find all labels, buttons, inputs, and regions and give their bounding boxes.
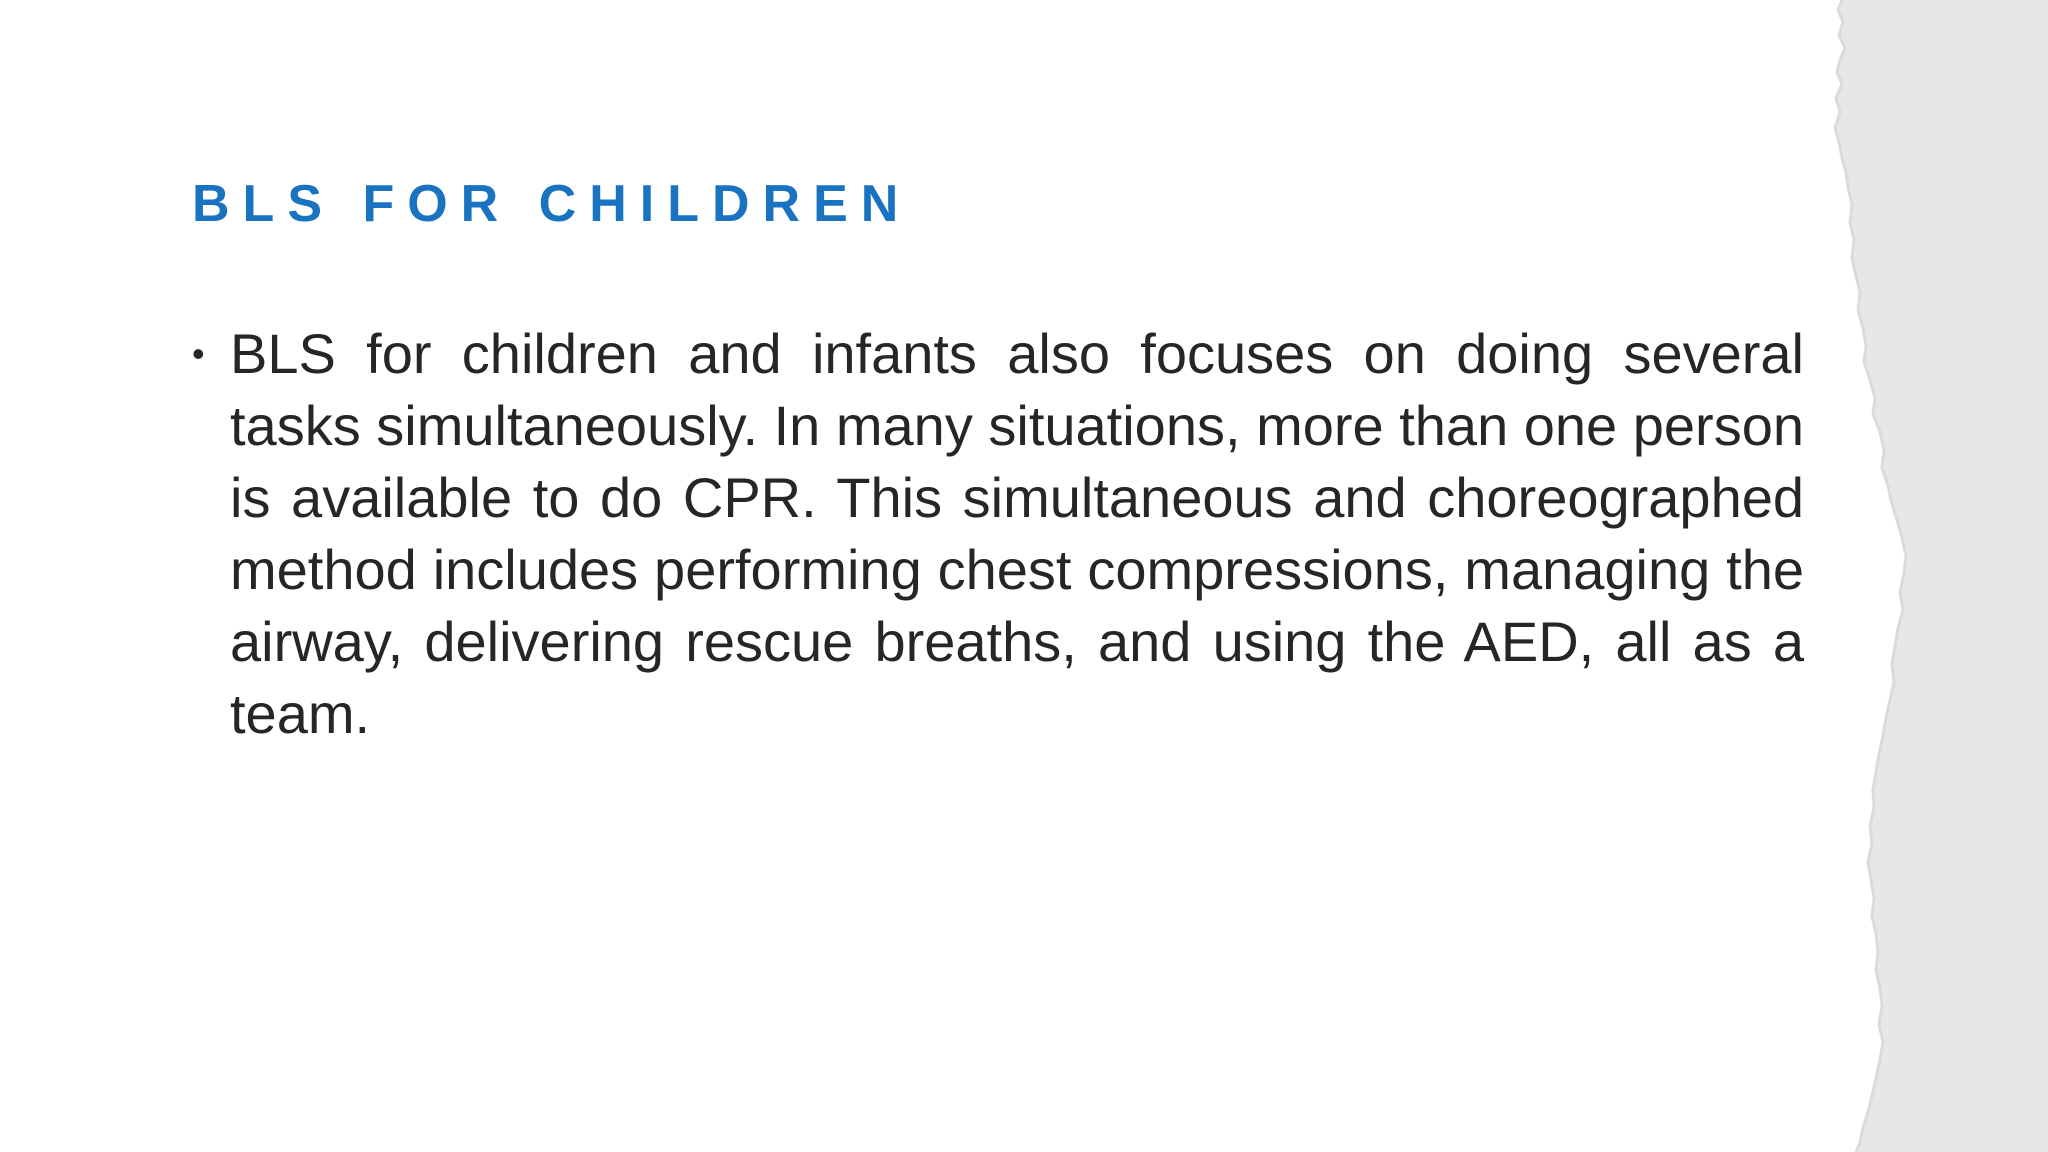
bullet-list	[192, 318, 1804, 750]
bullet-item	[192, 318, 1804, 750]
bullet-marker: •	[192, 333, 205, 374]
bullet-text: BLS for children and infants also focuses on doing several tasks simultaneously. In many situations, more than one person is available to do CPR. This simultaneous and choreographed method includes performing chest compressions, managing the airway, delivering rescue breaths, and using the AED, all as a team.	[230, 322, 1804, 745]
slide-title: BLS FOR CHILDREN	[192, 175, 912, 233]
torn-paper-shape	[1835, 0, 2048, 1152]
